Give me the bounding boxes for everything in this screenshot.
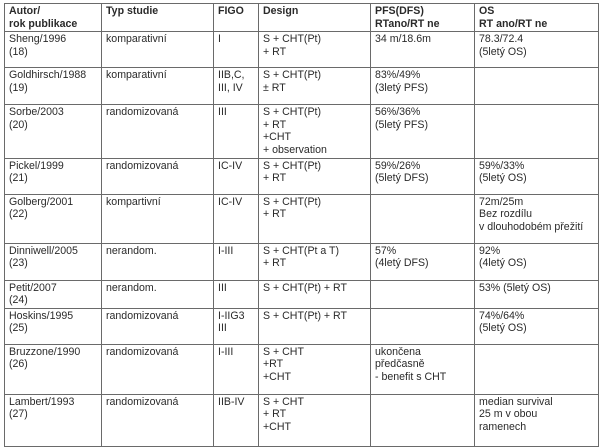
- cell-author: [5, 280, 102, 308]
- cell-line: 72m/25m: [479, 195, 524, 208]
- header-design: [259, 4, 371, 32]
- cell-line: 34 m/18.6m: [375, 33, 431, 46]
- cell-line: OS: [479, 5, 495, 17]
- cell-line: Sorbe/2003: [9, 106, 64, 119]
- cell-pfs: [371, 158, 475, 194]
- cell-os: [475, 105, 599, 158]
- cell-figo: [214, 243, 259, 280]
- cell-line: (20): [9, 118, 28, 131]
- cell-figo: [214, 32, 259, 68]
- cell-line: 57%: [375, 244, 397, 257]
- cell-line: (5letý PFS): [375, 118, 428, 131]
- cell-line: I: [218, 33, 221, 46]
- cell-design: [259, 105, 371, 158]
- cell-os: [475, 394, 599, 446]
- cell-line: RT ano/RT ne: [479, 17, 548, 30]
- cell-design: [259, 344, 371, 394]
- cell-os: [475, 344, 599, 394]
- cell-line: - benefit s CHT: [375, 370, 447, 383]
- cell-figo: [214, 68, 259, 105]
- cell-design: [259, 308, 371, 344]
- header-study-type: [102, 4, 214, 32]
- cell-study-type: [102, 158, 214, 194]
- cell-line: 25 m v obou: [479, 408, 538, 421]
- cell-figo: [214, 394, 259, 446]
- cell-line: +RT: [263, 358, 284, 371]
- cell-author: [5, 194, 102, 243]
- cell-line: IIB-IV: [218, 395, 245, 408]
- cell-line: randomizovaná: [106, 345, 179, 358]
- table-row: [5, 243, 599, 280]
- cell-line: randomizovaná: [106, 159, 179, 172]
- cell-line: Sheng/1996: [9, 33, 67, 46]
- cell-study-type: [102, 32, 214, 68]
- table-row: [5, 280, 599, 308]
- cell-line: randomizovaná: [106, 395, 179, 408]
- cell-figo: [214, 194, 259, 243]
- cell-line: (27): [9, 408, 28, 421]
- cell-line: (23): [9, 257, 28, 270]
- cell-line: 59%/33%: [479, 159, 525, 172]
- cell-study-type: [102, 308, 214, 344]
- cell-author: [5, 105, 102, 158]
- cell-pfs: [371, 394, 475, 446]
- cell-line: Typ studie: [106, 5, 159, 17]
- cell-line: S + CHT(Pt): [263, 69, 321, 82]
- cell-line: III, IV: [218, 81, 243, 94]
- cell-line: ukončena: [375, 345, 421, 358]
- cell-line: I-III: [218, 345, 234, 358]
- table-row: [5, 308, 599, 344]
- header-figo: [214, 4, 259, 32]
- cell-study-type: [102, 194, 214, 243]
- cell-line: Golberg/2001: [9, 195, 74, 208]
- cell-line: Goldhirsch/1988: [9, 69, 87, 82]
- cell-pfs: [371, 280, 475, 308]
- cell-line: S + CHT: [263, 395, 304, 408]
- cell-line: +CHT: [263, 131, 291, 144]
- cell-line: 56%/36%: [375, 106, 421, 119]
- cell-line: (5letý OS): [479, 322, 527, 335]
- cell-pfs: [371, 308, 475, 344]
- cell-line: ± RT: [263, 81, 286, 94]
- header-author: [5, 4, 102, 32]
- table-body: [5, 32, 599, 447]
- cell-pfs: [371, 105, 475, 158]
- cell-pfs: [371, 243, 475, 280]
- cell-line: S + CHT(Pt): [263, 159, 321, 172]
- cell-design: [259, 68, 371, 105]
- cell-line: +CHT: [263, 420, 291, 433]
- cell-pfs: [371, 32, 475, 68]
- cell-line: kompartivní: [106, 195, 161, 208]
- cell-line: + observation: [263, 143, 327, 156]
- cell-line: 74%/64%: [479, 309, 525, 322]
- cell-line: III: [218, 106, 227, 119]
- table-row: [5, 194, 599, 243]
- cell-pfs: [371, 344, 475, 394]
- cell-line: rok publikace: [9, 17, 78, 30]
- cell-author: [5, 344, 102, 394]
- header-os: [475, 4, 599, 32]
- cell-line: (4letý OS): [479, 257, 527, 270]
- cell-line: RTano/RT ne: [375, 17, 440, 30]
- table-row: [5, 394, 599, 446]
- cell-line: III: [218, 322, 227, 335]
- cell-figo: [214, 344, 259, 394]
- cell-line: komparativní: [106, 69, 167, 82]
- cell-line: (26): [9, 358, 28, 371]
- cell-line: nerandom.: [106, 244, 157, 257]
- cell-line: (4letý DFS): [375, 257, 429, 270]
- cell-author: [5, 68, 102, 105]
- cell-design: [259, 394, 371, 446]
- cell-line: Pickel/1999: [9, 159, 64, 172]
- cell-figo: [214, 105, 259, 158]
- cell-line: I-III: [218, 244, 234, 257]
- cell-design: [259, 280, 371, 308]
- cell-figo: [214, 280, 259, 308]
- cell-line: +CHT: [263, 370, 291, 383]
- cell-line: Autor/: [9, 5, 41, 17]
- cell-author: [5, 308, 102, 344]
- cell-line: 53% (5letý OS): [479, 281, 551, 294]
- cell-os: [475, 308, 599, 344]
- cell-line: III: [218, 281, 227, 294]
- cell-figo: [214, 158, 259, 194]
- cell-line: randomizovaná: [106, 106, 179, 119]
- cell-author: [5, 243, 102, 280]
- cell-study-type: [102, 344, 214, 394]
- cell-line: median survival: [479, 395, 553, 408]
- cell-line: S + CHT(Pt a T): [263, 244, 340, 257]
- cell-line: (19): [9, 81, 28, 94]
- cell-line: Bez rozdílu: [479, 208, 532, 221]
- cell-line: (3letý PFS): [375, 81, 428, 94]
- cell-line: Hoskins/1995: [9, 309, 74, 322]
- cell-line: S + CHT(Pt): [263, 33, 321, 46]
- cell-line: IC-IV: [218, 195, 243, 208]
- cell-design: [259, 194, 371, 243]
- cell-line: Dinniwell/2005: [9, 244, 78, 257]
- cell-line: Petit/2007: [9, 281, 57, 294]
- table-row: [5, 158, 599, 194]
- cell-line: (24): [9, 294, 28, 307]
- cell-line: FIGO: [218, 5, 244, 17]
- cell-figo: [214, 308, 259, 344]
- cell-line: 92%: [479, 244, 501, 257]
- cell-line: 59%/26%: [375, 159, 421, 172]
- cell-line: S + CHT: [263, 345, 304, 358]
- cell-study-type: [102, 68, 214, 105]
- cell-design: [259, 243, 371, 280]
- cell-line: randomizovaná: [106, 309, 179, 322]
- cell-line: + RT: [263, 172, 287, 185]
- cell-design: [259, 158, 371, 194]
- cell-line: 78.3/72.4: [479, 33, 524, 46]
- cell-os: [475, 280, 599, 308]
- cell-author: [5, 394, 102, 446]
- cell-line: (22): [9, 208, 28, 221]
- cell-line: (21): [9, 172, 28, 185]
- cell-line: 83%/49%: [375, 69, 421, 82]
- cell-study-type: [102, 280, 214, 308]
- study-table: [4, 3, 599, 447]
- cell-line: S + CHT(Pt): [263, 106, 321, 119]
- table-row: [5, 344, 599, 394]
- cell-line: Design: [263, 5, 299, 17]
- cell-line: + RT: [263, 45, 287, 58]
- cell-pfs: [371, 68, 475, 105]
- cell-study-type: [102, 105, 214, 158]
- table-row: [5, 105, 599, 158]
- cell-line: Bruzzone/1990: [9, 345, 81, 358]
- cell-line: (5letý OS): [479, 45, 527, 58]
- cell-line: IIB,C,: [218, 69, 245, 82]
- cell-line: (5letý DFS): [375, 172, 429, 185]
- cell-os: [475, 158, 599, 194]
- cell-line: předčasně: [375, 358, 425, 371]
- cell-study-type: [102, 394, 214, 446]
- cell-os: [475, 243, 599, 280]
- cell-line: ramenech: [479, 420, 527, 433]
- header-row: [5, 4, 599, 32]
- cell-line: (5letý OS): [479, 172, 527, 185]
- cell-line: (25): [9, 322, 28, 335]
- cell-line: v dlouhodobém přežití: [479, 220, 584, 233]
- cell-line: + RT: [263, 408, 287, 421]
- cell-line: IC-IV: [218, 159, 243, 172]
- cell-design: [259, 32, 371, 68]
- header-pfs: [371, 4, 475, 32]
- cell-line: + RT: [263, 257, 287, 270]
- cell-line: S + CHT(Pt) + RT: [263, 309, 347, 322]
- cell-line: S + CHT(Pt) + RT: [263, 281, 347, 294]
- cell-line: Lambert/1993: [9, 395, 75, 408]
- cell-line: + RT: [263, 118, 287, 131]
- cell-line: S + CHT(Pt): [263, 195, 321, 208]
- cell-line: I-IIG3: [218, 309, 245, 322]
- cell-os: [475, 68, 599, 105]
- table-row: [5, 32, 599, 68]
- cell-os: [475, 194, 599, 243]
- cell-line: (18): [9, 45, 28, 58]
- cell-study-type: [102, 243, 214, 280]
- table-row: [5, 68, 599, 105]
- cell-pfs: [371, 194, 475, 243]
- cell-os: [475, 32, 599, 68]
- cell-author: [5, 32, 102, 68]
- cell-line: nerandom.: [106, 281, 157, 294]
- cell-line: komparativní: [106, 33, 167, 46]
- cell-line: PFS(DFS): [375, 5, 424, 17]
- cell-author: [5, 158, 102, 194]
- cell-line: + RT: [263, 208, 287, 221]
